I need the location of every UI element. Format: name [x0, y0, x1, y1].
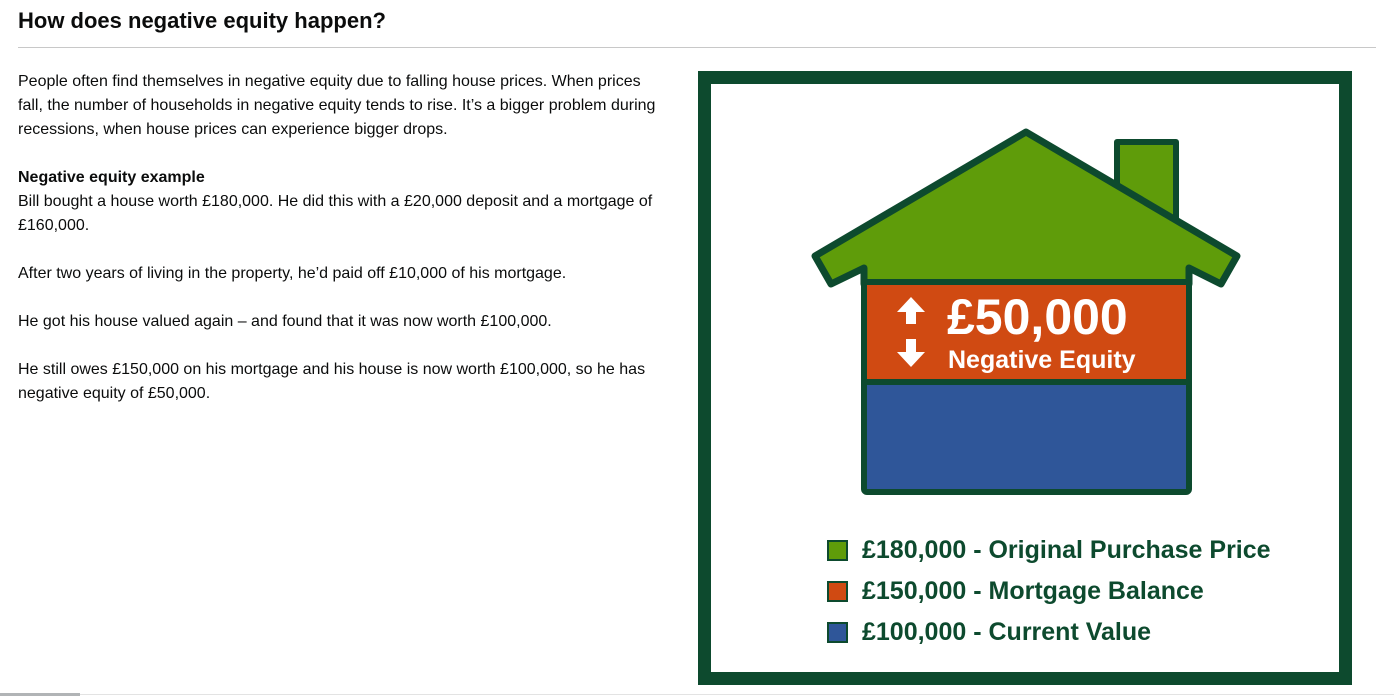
negative-equity-label: Negative Equity: [948, 346, 1136, 374]
scrollbar-track[interactable]: [80, 694, 1394, 695]
example-block: [18, 166, 668, 238]
paragraph-conclusion: He still owes £150,000 on his mortgage and his house is now worth £100,000, so he has negative equity of £50,000.: [18, 361, 646, 402]
legend-item-mortgage-balance: [827, 571, 1271, 612]
article-body: [18, 70, 668, 430]
divider: [18, 47, 1376, 48]
legend-swatch-orange: [827, 581, 848, 602]
paragraph-revaluation: He got his house valued again – and found that it was now worth £100,000.: [18, 313, 552, 330]
paragraph-mortgage-paid: After two years of living in the property, he’d paid off £10,000 of his mortgage.: [18, 265, 567, 282]
negative-equity-amount: £50,000: [947, 289, 1128, 345]
legend-item-current-value: [827, 612, 1271, 653]
current-value-band: [864, 382, 1189, 492]
legend-swatch-blue: [827, 622, 848, 643]
example-text: Bill bought a house worth £180,000. He did this with a £20,000 deposit and a mortgage of £160,000.: [18, 193, 653, 234]
legend: [827, 530, 1271, 653]
intro-paragraph: People often find themselves in negative equity due to falling house prices. When prices fall, the number of households in negative equity tends to rise. It’s a bigger problem during recessions, when house prices can experience bigger drops.: [18, 73, 656, 138]
legend-swatch-green: [827, 540, 848, 561]
legend-text: £100,000 - Current Value: [862, 618, 1152, 646]
example-label: Negative equity example: [18, 169, 205, 186]
legend-item-purchase-price: [827, 530, 1271, 571]
legend-text: £150,000 - Mortgage Balance: [862, 577, 1204, 605]
page-title: How does negative equity happen?: [18, 8, 386, 33]
negative-equity-infographic: [698, 71, 1352, 685]
legend-text: £180,000 - Original Purchase Price: [862, 536, 1271, 564]
